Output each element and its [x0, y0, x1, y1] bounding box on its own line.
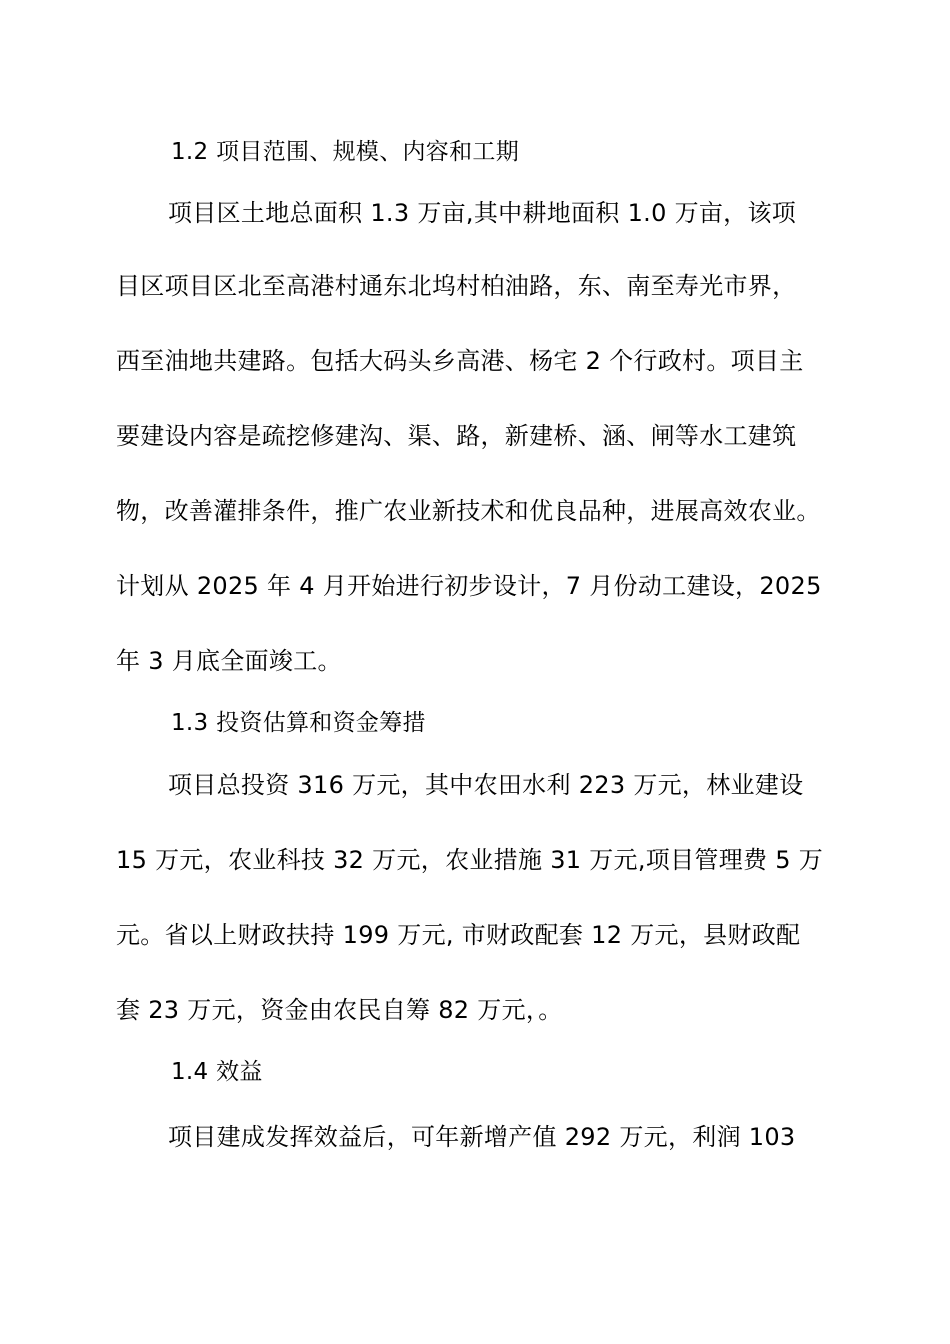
paragraph-line: 项目总投资 316 万元，其中农田水利 223 万元，林业建设 [168, 771, 804, 799]
section-heading: 1.3 投资估算和资金筹措 [171, 710, 426, 736]
paragraph-line: 项目建成发挥效益后，可年新增产值 292 万元，利润 103 [168, 1123, 796, 1151]
paragraph-line: 西至油地共建路。包括大码头乡高港、杨宅 2 个行政村。项目主 [116, 347, 804, 375]
paragraph-line: 年 3 月底全面竣工。 [116, 647, 342, 675]
paragraph-line: 计划从 2025 年 4 月开始进行初步设计，7 月份动工建设，2025 [116, 572, 822, 600]
paragraph-line: 目区项目区北至高港村通东北坞村柏油路，东、南至寿光市界， [116, 272, 797, 300]
section-heading: 1.4 效益 [171, 1059, 263, 1085]
paragraph-line: 要建设内容是疏挖修建沟、渠、路，新建桥、涵、闸等水工建筑 [116, 422, 797, 450]
paragraph-line: 物，改善灌排条件，推广农业新技术和优良品种，进展高效农业。 [116, 497, 821, 525]
section-heading: 1.2 项目范围、规模、内容和工期 [171, 139, 519, 165]
paragraph-line: 15 万元，农业科技 32 万元，农业措施 31 万元,项目管理费 5 万 [116, 846, 824, 874]
paragraph-line: 项目区土地总面积 1.3 万亩,其中耕地面积 1.0 万亩，该项 [168, 199, 797, 227]
paragraph-line: 套 23 万元，资金由农民自筹 82 万元，。 [116, 996, 563, 1024]
paragraph-line: 元。省以上财政扶持 199 万元, 市财政配套 12 万元，县财政配 [116, 921, 801, 949]
